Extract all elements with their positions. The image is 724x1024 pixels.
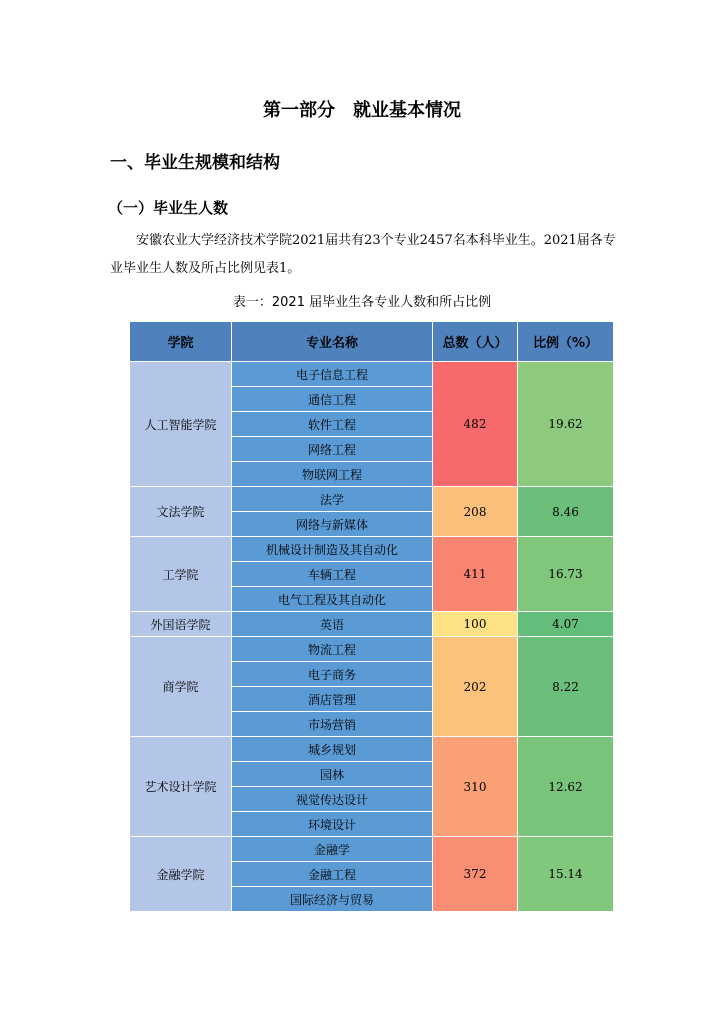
section-title: 一、毕业生规模和结构 — [110, 153, 280, 173]
ratio-cell: 8.46 — [518, 487, 614, 537]
major-cell: 物联网工程 — [232, 462, 433, 487]
table-row — [130, 837, 614, 862]
major-cell: 通信工程 — [232, 387, 433, 412]
major-cell: 电气工程及其自动化 — [232, 587, 433, 612]
major-cell: 环境设计 — [232, 812, 433, 837]
major-cell: 视觉传达设计 — [232, 787, 433, 812]
total-cell: 372 — [433, 837, 518, 912]
table-row — [130, 637, 614, 662]
page-heading: 第一部分 就业基本情况 — [263, 100, 461, 121]
major-cell: 物流工程 — [232, 637, 433, 662]
ratio-cell: 15.14 — [518, 837, 614, 912]
table-row — [130, 362, 614, 387]
major-cell: 国际经济与贸易 — [232, 887, 433, 912]
intro-paragraph: 安徽农业大学经济技术学院2021届共有23个专业2457名本科毕业生。2021届各专业毕业生人数及所占比例见表1。 — [110, 233, 616, 276]
major-cell: 软件工程 — [232, 412, 433, 437]
total-cell: 310 — [433, 737, 518, 837]
subsection-title: （一）毕业生人数 — [108, 199, 229, 217]
major-cell: 市场营销 — [232, 712, 433, 737]
major-cell: 电子信息工程 — [232, 362, 433, 387]
total-cell: 482 — [433, 362, 518, 487]
major-cell: 网络工程 — [232, 437, 433, 462]
header-ratio: 比例（%） — [518, 322, 614, 362]
ratio-cell: 12.62 — [518, 737, 614, 837]
header-college: 学院 — [130, 322, 232, 362]
college-cell: 工学院 — [130, 537, 232, 612]
major-cell: 酒店管理 — [232, 687, 433, 712]
table-row — [130, 612, 614, 637]
header-total: 总数（人） — [433, 322, 518, 362]
major-cell: 英语 — [232, 612, 433, 637]
college-cell: 艺术设计学院 — [130, 737, 232, 837]
college-cell: 外国语学院 — [130, 612, 232, 637]
college-cell: 文法学院 — [130, 487, 232, 537]
major-cell: 园林 — [232, 762, 433, 787]
table-row — [130, 737, 614, 762]
ratio-cell: 4.07 — [518, 612, 614, 637]
college-cell: 金融学院 — [130, 837, 232, 912]
total-cell: 208 — [433, 487, 518, 537]
major-cell: 网络与新媒体 — [232, 512, 433, 537]
total-cell: 411 — [433, 537, 518, 612]
college-cell: 商学院 — [130, 637, 232, 737]
table-row — [130, 537, 614, 562]
table-caption: 表一：2021 届毕业生各专业人数和所占比例 — [232, 295, 492, 310]
total-cell: 202 — [433, 637, 518, 737]
ratio-cell: 16.73 — [518, 537, 614, 612]
major-cell: 法学 — [232, 487, 433, 512]
ratio-cell: 8.22 — [518, 637, 614, 737]
major-cell: 金融学 — [232, 837, 433, 862]
major-cell: 金融工程 — [232, 862, 433, 887]
college-cell: 人工智能学院 — [130, 362, 232, 487]
major-cell: 车辆工程 — [232, 562, 433, 587]
ratio-cell: 19.62 — [518, 362, 614, 487]
total-cell: 100 — [433, 612, 518, 637]
major-cell: 机械设计制造及其自动化 — [232, 537, 433, 562]
major-cell: 城乡规划 — [232, 737, 433, 762]
table-row — [130, 487, 614, 512]
table-body — [130, 362, 614, 912]
major-cell: 电子商务 — [232, 662, 433, 687]
graduates-table — [129, 321, 614, 912]
header-major: 专业名称 — [232, 322, 433, 362]
table-header-row — [130, 322, 614, 362]
